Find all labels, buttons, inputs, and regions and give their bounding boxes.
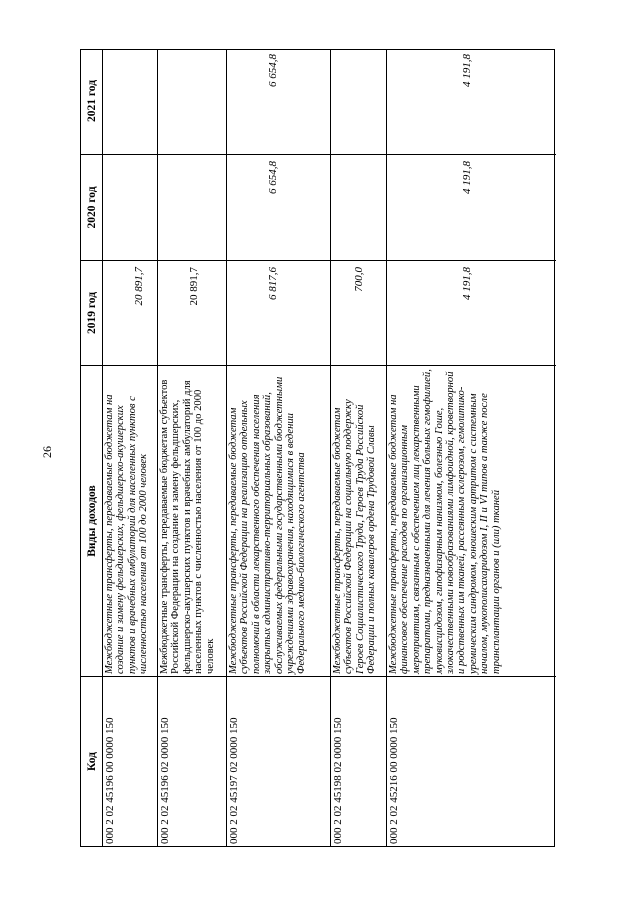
row-value-2020 <box>103 154 157 260</box>
row-description: Межбюджетные трансферты, передаваемые бюджетам субъектов Российской Федерации на создание и замену фельдшерских, фельдшерско-акушерских пунктов и врачебных амбулаторий для населенных пунктов с численностью населения от 100 до 2000 человек <box>158 365 226 676</box>
header-2021: 2021 год <box>85 79 98 123</box>
table-row <box>331 50 387 846</box>
page-number: 26 <box>40 446 54 458</box>
header-2019: 2019 год <box>81 260 102 365</box>
row-value-2019: 4 191,8 <box>387 260 556 365</box>
row-value-2021 <box>158 48 226 154</box>
table-row <box>387 50 556 846</box>
row-description: Межбюджетные трансферты, передаваемые бюджетам на создание и замену фельдшерских, фельдшерско-акушерских пунктов и врачебных амбулаторий для населенных пунктов с численностью населения от 100 до 2000 человек <box>103 365 157 676</box>
row-description: Межбюджетные трансферты, передаваемые бюджетам субъектов Российской Федерации на реализацию отдельных полномочий в области лекарственного обеспечения населения закрытых административно-территориальных образований, обслуживаемых федеральными государственными бюджетными учреждениями здравоохранения, находящимися в ведении Федерального медико-биологического агентства <box>227 365 330 676</box>
header-code: Код <box>81 676 102 846</box>
row-value-2021 <box>103 48 157 154</box>
row-code: 000 2 02 45198 02 0000 150 <box>331 676 386 846</box>
row-value-2021: 6 654,8 <box>267 54 279 87</box>
row-value-2019: 700,0 <box>331 260 386 365</box>
row-value-2020: 4 191,8 <box>387 154 556 260</box>
row-description: Межбюджетные трансферты, передаваемые бюджетам на финансовое обеспечение расходов по организационным мероприятиям, связанным с обеспечением лиц лекарственными препаратами, предназначенными для лечения больных гемофилией, муковисцидозом, гипофизарным нанизмом, болезнью Гоше, злокачественными новообразованиями лимфоидной, кроветворной и родственных им тканей, рассеянным склерозом, гемолитико-уремическим синдромом, юношеским артритом с системным началом, мукополисахаридозом I, II и VI типов а также после трансплантации органов и (или) тканей <box>387 365 556 676</box>
row-value-2020: 6 654,8 <box>227 154 330 260</box>
table-row <box>103 50 158 846</box>
row-value-2020 <box>331 154 386 260</box>
row-code: 000 2 02 45196 02 0000 150 <box>158 676 226 846</box>
row-code: 000 2 02 45216 00 0000 150 <box>387 676 556 846</box>
row-value-2020 <box>158 154 226 260</box>
row-description: Межбюджетные трансферты, передаваемые бюджетам субъектов Российской Федерации на социальную поддержку Героев Социалистического Труда, Героев Труда Российской Федерации и полных кавалеров ордена Трудовой Славы <box>331 365 386 676</box>
row-value-2019: 20 891,7 <box>158 260 226 365</box>
row-value-2021: 4 191,8 <box>461 54 473 87</box>
row-value-2021 <box>331 48 386 154</box>
revenue-table <box>80 49 555 847</box>
header-2020: 2020 год <box>81 154 102 260</box>
table-row <box>227 50 331 846</box>
row-value-2019: 6 817,6 <box>227 260 330 365</box>
row-value-2019: 20 891,7 <box>103 260 157 365</box>
row-code: 000 2 02 45197 02 0000 150 <box>227 676 330 846</box>
table-row <box>158 50 227 846</box>
table-header-row <box>81 50 103 846</box>
row-code: 000 2 02 45196 00 0000 150 <box>103 676 157 846</box>
header-revenue-type: Виды доходов <box>81 365 102 676</box>
